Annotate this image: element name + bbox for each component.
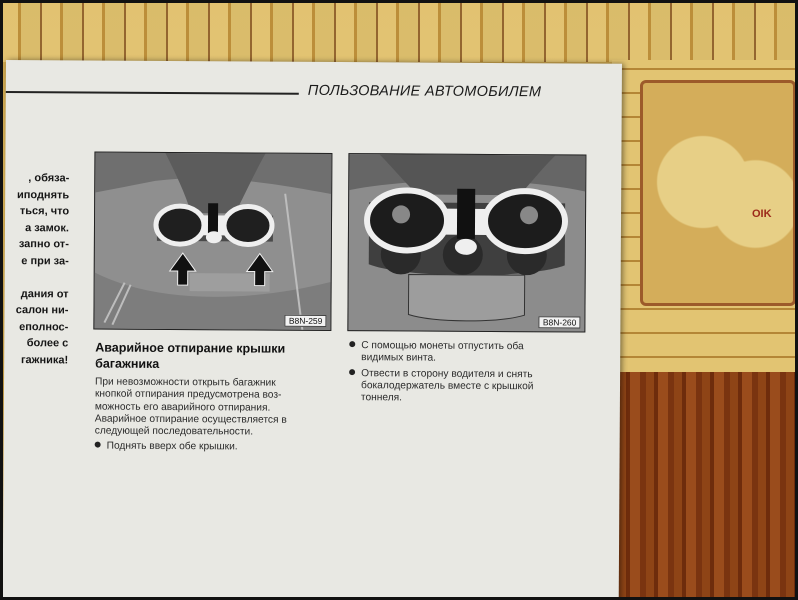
left-fragment: е при за- — [21, 254, 69, 267]
bullet-text: Поднять вверх обе крышки. — [106, 441, 238, 453]
bullet-dot-icon — [349, 369, 355, 375]
paragraph-line: При невозможности открыть багажник — [95, 376, 276, 389]
paragraph-line: можность его аварийного отпирания. — [94, 401, 271, 414]
wooden-surface — [612, 372, 798, 600]
figure-label: B8N-260 — [539, 316, 581, 328]
left-fragment: а замок. — [25, 221, 70, 234]
header-rule — [6, 91, 299, 95]
left-fragment: еполнос- — [19, 320, 69, 333]
bullet-text: видимых винта. — [361, 352, 436, 364]
figure-illustration — [94, 153, 331, 330]
bullet-text: бокалодержатель вместе с крышкой — [360, 380, 534, 393]
figure-illustration — [348, 154, 585, 331]
left-fragment: иподнять — [16, 188, 70, 201]
figure-b8n-259 — [93, 152, 332, 331]
step-bullet — [95, 441, 335, 455]
manual-page — [3, 60, 622, 600]
poster-illustration-band — [0, 0, 798, 62]
bullet-text: С помощью монеты отпустить оба — [361, 340, 524, 353]
left-fragment — [1, 269, 69, 286]
bullet-dot-icon — [349, 341, 355, 347]
poster-label: OIK — [752, 208, 772, 220]
page-header-title: ПОЛЬЗОВАНИЕ АВТОМОБИЛЕМ — [307, 82, 542, 101]
left-fragment: гажника! — [20, 353, 69, 366]
left-fragment: запно от- — [18, 238, 69, 251]
figure-b8n-260 — [347, 153, 586, 332]
step-bullet — [349, 368, 589, 406]
section-paragraph — [95, 377, 335, 455]
figure-label: B8N-259 — [285, 315, 327, 327]
left-fragment: салон ни- — [15, 304, 69, 317]
left-fragment: , обяза- — [28, 172, 70, 185]
left-fragment: ться, что — [19, 205, 70, 218]
paragraph-line: следующей последовательности. — [94, 425, 254, 438]
left-fragment: более с — [26, 337, 69, 350]
paragraph-line: Аварийное отпирание осуществляется в — [94, 413, 287, 426]
poster-characters-art — [640, 80, 796, 306]
right-column-steps — [349, 340, 589, 409]
bullet-text: тоннеля. — [360, 392, 403, 404]
bullet-dot-icon — [95, 442, 101, 448]
paragraph-line: кнопкой отпирания предусмотрена воз- — [94, 388, 282, 401]
bullet-text: Отвести в сторону водителя и снять — [361, 367, 533, 380]
left-fragment: дания от — [20, 287, 69, 300]
section-title-line: Аварийное отпирание крышки — [95, 340, 286, 356]
section-title-line: багажника — [95, 356, 160, 371]
left-column-fragments — [0, 170, 69, 368]
step-bullet — [349, 340, 589, 366]
section-title — [95, 340, 335, 373]
